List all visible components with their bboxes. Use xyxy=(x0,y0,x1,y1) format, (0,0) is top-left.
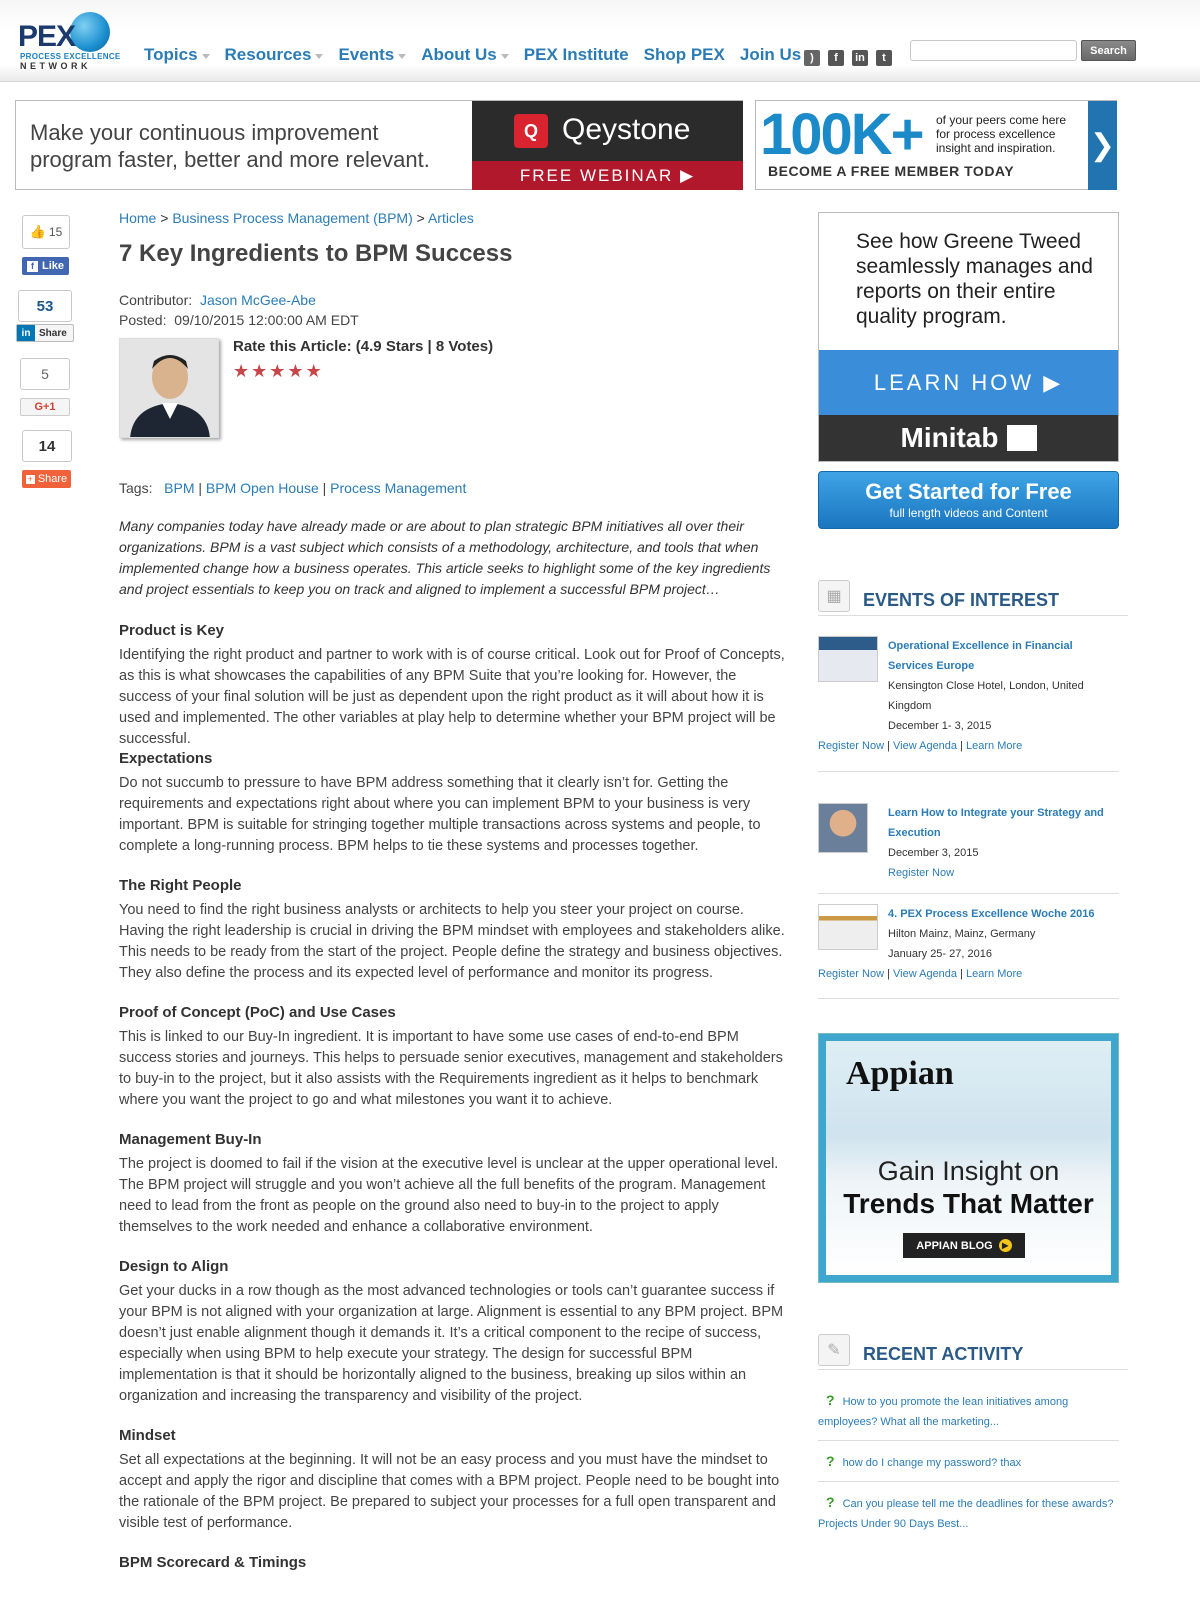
play-icon: ▶ xyxy=(999,1239,1012,1252)
section-body: Identifying the right product and partner to work with is of course critical. Look out for Proof of Concepts, as this is what showcases the capabilities of any BPM Suite that you’re looking for. However, the success of your final solution will be just as dependent upon the right product as it will about how it is used and implemented. The other variables at play help to determine whether your BPM project will be successful. xyxy=(119,647,785,747)
article-intro: Many companies today have already made or are about to plan strategic BPM initiatives all over their organizations. BPM is a vast subject which consists of a methodology, architecture, and tools that when implemented change how a business operates. This article seeks to highlight some of the key ingredients and project essentials to keep you on track and aligned to implement a successful BPM project… xyxy=(119,518,771,597)
activity-item[interactable]: ? how do I change my password? thax xyxy=(826,1453,1022,1469)
rate-title: Rate this Article: (4.9 Stars | 8 Votes) xyxy=(233,338,494,355)
divider xyxy=(818,771,1119,772)
search-input[interactable] xyxy=(910,40,1077,61)
section-heading: Expectations xyxy=(119,750,213,767)
section-body: You need to find the right business analysts or architects to help you steer your project on course. Having the right leadership is crucial in driving the BPM mindset with employees and stakeholders alike. This needs to be ready from the start of the project. People define the strategy and business objectives. They also define the process and its expected level of performance and monitor its progress. xyxy=(119,902,785,981)
like-count: 15 xyxy=(48,225,63,239)
learn-how-button[interactable]: LEARN HOW ▶ xyxy=(819,350,1118,415)
minitab-ad[interactable] xyxy=(818,212,1119,462)
tag-bpm-open-house[interactable]: BPM Open House xyxy=(205,480,319,496)
facebook-icon[interactable]: f xyxy=(828,50,844,66)
gplus-button[interactable]: G+1 xyxy=(20,398,70,416)
section-body: The project is doomed to fail if the vision at the executive level is unclear at the upper operational level. The BPM project will struggle and you won’t achieve all the full benefits of the program. Management need to lead from the front as people on the ground also need to buy-in to the project to apply themselves to the work needed and enhance a collaborative environment. xyxy=(119,1156,779,1235)
event-thumbnail[interactable] xyxy=(818,904,878,950)
star-rating[interactable] xyxy=(233,362,322,380)
event-thumbnail[interactable] xyxy=(818,803,868,853)
linkedin-icon: in xyxy=(17,325,35,341)
linkedin-share-button[interactable]: in Share xyxy=(16,324,74,342)
section-body: This is linked to our Buy-In ingredient. It is important to have some use cases of end-to-end BPM success stories and journeys. This helps to persuade senior executives, management and stakeholders to buy-in to the project, but it also assists with the Requirements ingredient as it helps to benchmark where you want the project to go and what milestones you want it to achieve. xyxy=(119,1029,783,1108)
nav-events[interactable]: Events xyxy=(338,45,406,65)
nav-about-us[interactable]: About Us xyxy=(421,45,509,65)
learn-more-link[interactable]: Learn More xyxy=(966,968,1023,980)
membership-banner[interactable] xyxy=(755,100,1117,190)
minitab-mark-icon xyxy=(1007,425,1037,451)
gplus-count-box: 5 xyxy=(20,358,70,390)
section-heading: Design to Align xyxy=(119,1258,229,1275)
section-heading: Product is Key xyxy=(119,622,225,639)
event-item xyxy=(818,636,1119,756)
event-thumbnail[interactable] xyxy=(818,636,878,682)
banner-text: Make your continuous improvement program faster, better and more relevant. xyxy=(30,120,430,172)
section-body: Set all expectations at the beginning. It will not be an easy process and you must have the mindset to accept and apply the rigor and discipline that comes with a BPM project. People need to be bought into the rationale of the BPM project. Be prepared to subject your processes for a full open transparent and visible test of performance. xyxy=(119,1452,780,1531)
star-icon[interactable]: ★ xyxy=(287,361,304,381)
rss-icon[interactable]: ) xyxy=(804,50,820,66)
addthis-count-box: 14 xyxy=(22,430,72,462)
event-item xyxy=(818,904,1119,984)
section-heading: BPM Scorecard & Timings xyxy=(119,1554,307,1571)
banner-bottom-text: BECOME A FREE MEMBER TODAY xyxy=(768,163,1015,179)
appian-logo: Appian xyxy=(846,1055,954,1092)
event-links: Register Now | View Agenda | Learn More xyxy=(818,968,1023,980)
breadcrumb-bpm[interactable]: Business Process Management (BPM) xyxy=(172,210,413,226)
recent-activity-heading: ✎ RECENT ACTIVITY xyxy=(818,1330,1128,1370)
page-title: 7 Key Ingredients to BPM Success xyxy=(119,240,513,267)
view-agenda-link[interactable]: View Agenda xyxy=(893,740,958,752)
event-links: Register Now | View Agenda | Learn More xyxy=(818,740,1023,752)
search-button[interactable]: Search xyxy=(1081,40,1136,61)
breadcrumb: Home > Business Process Management (BPM) > Articles xyxy=(119,210,474,226)
tag-process-management[interactable]: Process Management xyxy=(330,480,467,496)
appian-ad[interactable] xyxy=(818,1033,1119,1283)
activity-item[interactable]: ? Can you please tell me the deadlines for these awards? Projects Under 90 Days Best... xyxy=(818,1494,1114,1530)
facebook-like-button[interactable]: f Like xyxy=(22,257,69,275)
logo-wordmark: PEX xyxy=(18,20,76,53)
section-heading: Mindset xyxy=(119,1427,176,1444)
events-heading: ▦ EVENTS OF INTEREST xyxy=(818,576,1128,616)
tags-row: Tags: BPM | BPM Open House | Process Management xyxy=(119,480,467,496)
share-column xyxy=(16,215,76,488)
nav-pex-institute[interactable]: PEX Institute xyxy=(523,45,629,64)
author-photo xyxy=(119,338,219,438)
event-date: December 3, 2015 xyxy=(888,847,979,859)
twitter-icon[interactable]: t xyxy=(876,50,892,66)
question-icon: ? xyxy=(826,1494,835,1510)
question-icon: ? xyxy=(826,1453,835,1469)
banner-brand: Qeystone xyxy=(562,113,691,146)
logo-subtitle: PROCESS EXCELLENCE xyxy=(20,52,121,61)
social-links xyxy=(804,50,892,66)
chevron-down-icon xyxy=(501,54,509,59)
article-meta: Contributor: Jason McGee-Abe Posted: 09/10/2015 12:00:00 AM EDT xyxy=(119,292,359,328)
linkedin-icon[interactable]: in xyxy=(852,50,868,66)
event-location: Kensington Close Hotel, London, United Kingdom xyxy=(888,680,1084,712)
section-body: Do not succumb to pressure to have BPM address something that it clearly isn’t for. Getting the requirements and expectations right about where you can implement BPM to your business is very important. BPM is suitable for stringing together multiple transactions across systems and people, to complete a long-running process. BPM helps to tie these systems and processes together. xyxy=(119,775,761,854)
view-agenda-link[interactable]: View Agenda xyxy=(893,968,958,980)
activity-item[interactable]: ? How to you promote the lean initiatives among employees? What all the marketing... xyxy=(818,1392,1069,1428)
event-title-link[interactable]: Operational Excellence in Financial Services Europe xyxy=(888,640,1073,672)
like-count-box xyxy=(22,215,70,249)
thumbs-up-icon: 👍 xyxy=(29,224,46,239)
star-icon[interactable]: ★ xyxy=(233,361,250,381)
event-date: January 25- 27, 2016 xyxy=(888,948,992,960)
minitab-logo: Minitab xyxy=(819,415,1118,461)
ad-text: See how Greene Tweed seamlessly manages and reports on their entire quality program. xyxy=(856,230,1093,328)
site-header xyxy=(0,0,1200,82)
pex-logo[interactable] xyxy=(18,12,130,72)
breadcrumb-articles[interactable]: Articles xyxy=(427,210,474,226)
star-icon[interactable]: ★ xyxy=(305,361,322,381)
get-started-button[interactable]: Get Started for Free full length videos and Content xyxy=(818,471,1119,529)
nav-shop-pex[interactable]: Shop PEX xyxy=(643,45,725,64)
posted-date: 09/10/2015 12:00:00 AM EDT xyxy=(174,312,359,328)
star-icon[interactable]: ★ xyxy=(269,361,286,381)
nav-join-us[interactable]: Join Us xyxy=(740,45,813,65)
globe-icon xyxy=(70,12,110,52)
event-title-link[interactable]: Learn How to Integrate your Strategy and Execution xyxy=(888,807,1104,839)
divider xyxy=(818,893,1119,894)
event-title-link[interactable]: 4. PEX Process Excellence Woche 2016 xyxy=(888,908,1095,920)
qeystone-logo-icon: Q xyxy=(514,114,548,148)
appian-blog-button[interactable]: APPIAN BLOG ▶ xyxy=(903,1233,1025,1258)
appian-headline-2: Trends That Matter xyxy=(843,1188,1094,1219)
divider xyxy=(818,1440,1119,1441)
chevron-down-icon xyxy=(315,54,323,59)
banner-cta[interactable]: FREE WEBINAR ▶ xyxy=(472,161,743,190)
chevron-down-icon xyxy=(202,54,210,59)
banner-small-text: of your peers come here for process excellence insight and inspiration. xyxy=(936,113,1067,155)
register-now-link[interactable]: Register Now xyxy=(888,867,955,879)
linkedin-count-box: 53 xyxy=(18,290,72,322)
section-heading: The Right People xyxy=(119,877,242,894)
calendar-icon: ▦ xyxy=(818,580,850,612)
main-nav xyxy=(144,45,828,65)
addthis-share-button[interactable]: + Share xyxy=(22,470,71,488)
question-icon: ? xyxy=(826,1392,835,1408)
plus-icon: + xyxy=(27,473,33,484)
divider xyxy=(818,1481,1119,1482)
logo-network: NETWORK xyxy=(20,61,91,71)
facebook-icon: f xyxy=(27,261,38,272)
nav-resources[interactable]: Resources xyxy=(225,45,324,65)
breadcrumb-home[interactable]: Home xyxy=(119,210,157,226)
appian-headline-1: Gain Insight on xyxy=(877,1156,1060,1186)
divider xyxy=(818,998,1119,999)
event-date: December 1- 3, 2015 xyxy=(888,720,992,732)
nav-topics[interactable]: Topics xyxy=(144,45,210,65)
register-now-link[interactable]: Register Now xyxy=(818,740,885,752)
pencil-icon: ✎ xyxy=(818,1334,850,1366)
event-item xyxy=(818,803,1119,883)
star-icon[interactable]: ★ xyxy=(251,361,268,381)
section-heading: Proof of Concept (PoC) and Use Cases xyxy=(119,1004,396,1021)
contributor-link[interactable]: Jason McGee-Abe xyxy=(199,292,316,308)
qeystone-webinar-banner[interactable] xyxy=(15,100,743,190)
tag-bpm[interactable]: BPM xyxy=(164,480,195,496)
rating-block xyxy=(119,338,791,440)
section-heading: Management Buy-In xyxy=(119,1131,262,1148)
register-now-link[interactable]: Register Now xyxy=(818,968,885,980)
article-main xyxy=(119,210,791,1571)
banner-brand-area xyxy=(472,101,743,161)
chevron-right-icon[interactable]: ❯ xyxy=(1088,101,1117,190)
chevron-down-icon xyxy=(398,54,406,59)
section-body: Get your ducks in a row though as the most advanced technologies or tools can’t guarantee success if your BPM is not aligned with your organization at large. Alignment is essential to any BPM project. BPM doesn’t just enable alignment though it demands it. It’s a critical component to the recipe of success, especially when using BPM to help execute your strategy. The design for successful BPM implementation is that it should be horizontally aligned to the business, breaking up silos within an organization and increasing the transparency and visibility of the project. xyxy=(119,1283,784,1404)
event-location: Hilton Mainz, Mainz, Germany xyxy=(888,928,1036,940)
banner-big-number: 100K+ xyxy=(760,102,923,167)
learn-more-link[interactable]: Learn More xyxy=(966,740,1023,752)
